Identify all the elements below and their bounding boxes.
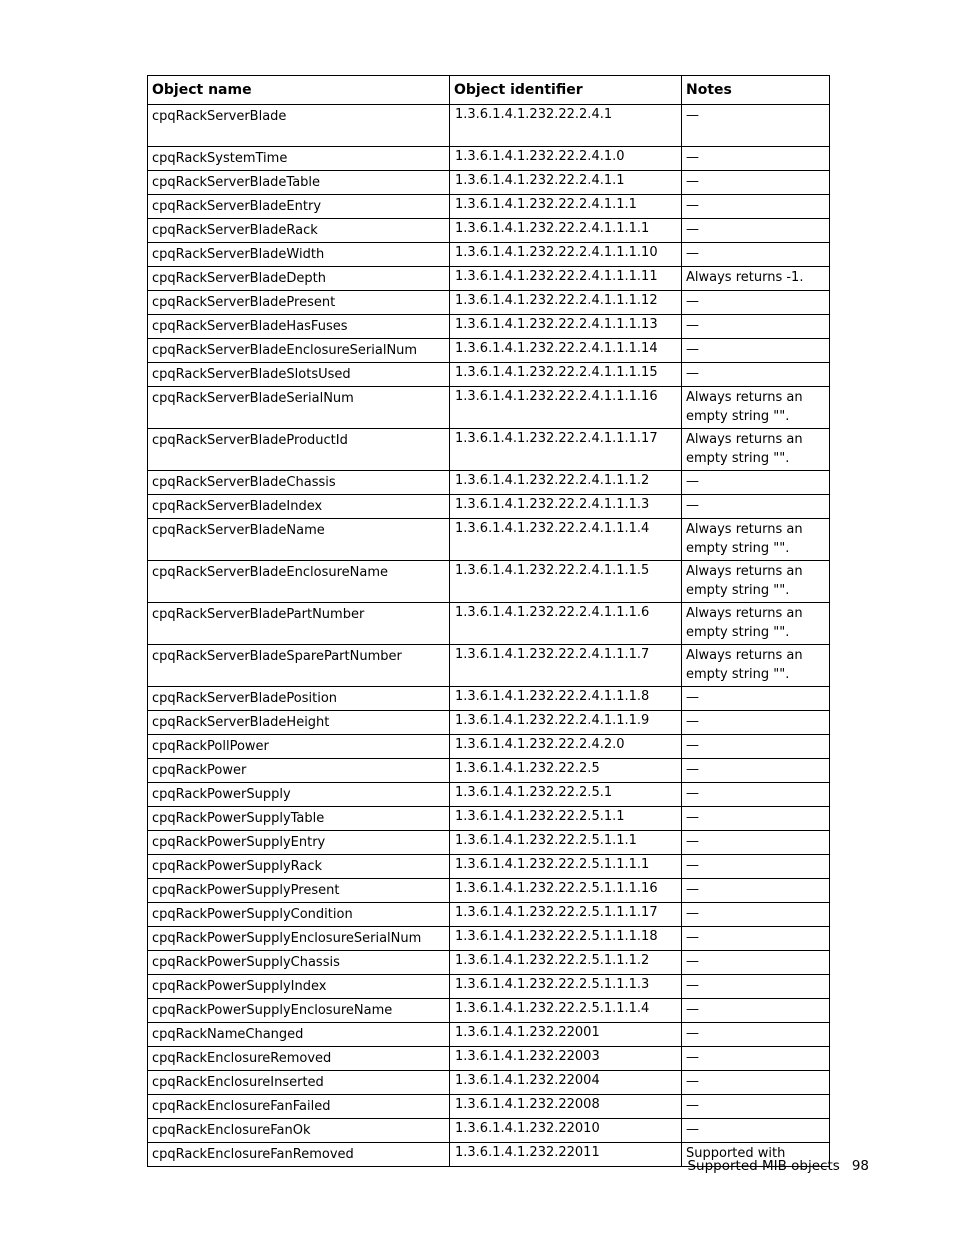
table-row: [148, 645, 830, 687]
notes-cell: —: [682, 783, 830, 807]
table-row: [148, 711, 830, 735]
table-row: [148, 363, 830, 387]
object-identifier-cell: 1.3.6.1.4.1.232.22.2.5.1.1: [450, 807, 682, 831]
table-row: [148, 267, 830, 291]
notes-cell: —: [682, 291, 830, 315]
object-name-cell: cpqRackEnclosureInserted: [148, 1071, 450, 1095]
object-identifier-cell: 1.3.6.1.4.1.232.22.2.5.1: [450, 783, 682, 807]
object-name-cell: cpqRackServerBladeWidth: [148, 243, 450, 267]
table-row: [148, 759, 830, 783]
notes-cell: —: [682, 363, 830, 387]
table-row: [148, 471, 830, 495]
object-identifier-cell: 1.3.6.1.4.1.232.22.2.4.1.1.1: [450, 195, 682, 219]
table-row: [148, 171, 830, 195]
header-notes: Notes: [682, 76, 830, 105]
table-row: [148, 999, 830, 1023]
notes-cell: Always returns an empty string "".: [682, 561, 830, 603]
notes-cell: —: [682, 807, 830, 831]
object-name-cell: cpqRackPower: [148, 759, 450, 783]
table-row: [148, 783, 830, 807]
object-identifier-cell: 1.3.6.1.4.1.232.22.2.5.1.1.1.3: [450, 975, 682, 999]
table-row: [148, 429, 830, 471]
object-name-cell: cpqRackSystemTime: [148, 147, 450, 171]
notes-cell: Always returns an empty string "".: [682, 603, 830, 645]
page-number: 98: [851, 1158, 869, 1174]
notes-cell: —: [682, 1095, 830, 1119]
notes-cell: —: [682, 951, 830, 975]
object-identifier-cell: 1.3.6.1.4.1.232.22.2.4.1.1.1.4: [450, 519, 682, 561]
object-identifier-cell: 1.3.6.1.4.1.232.22008: [450, 1095, 682, 1119]
object-name-cell: cpqRackEnclosureFanOk: [148, 1119, 450, 1143]
table-row: [148, 315, 830, 339]
table-row: [148, 951, 830, 975]
object-name-cell: cpqRackServerBladeName: [148, 519, 450, 561]
table-row: [148, 387, 830, 429]
object-identifier-cell: 1.3.6.1.4.1.232.22.2.4.1.1.1.14: [450, 339, 682, 363]
table-row: [148, 1119, 830, 1143]
mib-objects-table: [147, 75, 830, 1167]
table-row: [148, 243, 830, 267]
table-row: [148, 1071, 830, 1095]
table-row: [148, 561, 830, 603]
notes-cell: —: [682, 147, 830, 171]
object-name-cell: cpqRackServerBladePresent: [148, 291, 450, 315]
notes-cell: —: [682, 759, 830, 783]
table-row: [148, 1095, 830, 1119]
object-name-cell: cpqRackServerBladeSlotsUsed: [148, 363, 450, 387]
table-row: [148, 519, 830, 561]
notes-cell: —: [682, 711, 830, 735]
object-name-cell: cpqRackServerBladeEntry: [148, 195, 450, 219]
object-identifier-cell: 1.3.6.1.4.1.232.22.2.4.1.1.1.7: [450, 645, 682, 687]
object-identifier-cell: 1.3.6.1.4.1.232.22.2.5.1.1.1: [450, 831, 682, 855]
table-row: [148, 903, 830, 927]
object-identifier-cell: 1.3.6.1.4.1.232.22010: [450, 1119, 682, 1143]
object-name-cell: cpqRackEnclosureRemoved: [148, 1047, 450, 1071]
object-name-cell: cpqRackEnclosureFanFailed: [148, 1095, 450, 1119]
object-identifier-cell: 1.3.6.1.4.1.232.22.2.5.1.1.1.4: [450, 999, 682, 1023]
table-row: [148, 735, 830, 759]
object-identifier-cell: 1.3.6.1.4.1.232.22.2.4.1.1.1.10: [450, 243, 682, 267]
object-name-cell: cpqRackEnclosureFanRemoved: [148, 1143, 450, 1167]
notes-cell: Always returns an empty string "".: [682, 519, 830, 561]
notes-cell: —: [682, 1023, 830, 1047]
table-row: [148, 339, 830, 363]
notes-cell: —: [682, 903, 830, 927]
notes-cell: —: [682, 1119, 830, 1143]
object-identifier-cell: 1.3.6.1.4.1.232.22.2.5.1.1.1.2: [450, 951, 682, 975]
object-name-cell: cpqRackPowerSupplyCondition: [148, 903, 450, 927]
notes-cell: —: [682, 339, 830, 363]
object-identifier-cell: 1.3.6.1.4.1.232.22.2.4.1.1.1.8: [450, 687, 682, 711]
table-row: [148, 1023, 830, 1047]
object-name-cell: cpqRackServerBladePosition: [148, 687, 450, 711]
object-name-cell: cpqRackServerBlade: [148, 105, 450, 147]
object-name-cell: cpqRackServerBladeEnclosureName: [148, 561, 450, 603]
footer-section-title: Supported MIB objects: [687, 1158, 840, 1174]
object-name-cell: cpqRackServerBladeRack: [148, 219, 450, 243]
object-name-cell: cpqRackPollPower: [148, 735, 450, 759]
table-row: [148, 855, 830, 879]
table-row: [148, 927, 830, 951]
object-name-cell: cpqRackServerBladeSparePartNumber: [148, 645, 450, 687]
object-identifier-cell: 1.3.6.1.4.1.232.22.2.4.1.1.1.2: [450, 471, 682, 495]
header-object-identifier: Object identifier: [450, 76, 682, 105]
object-identifier-cell: 1.3.6.1.4.1.232.22.2.4.1.1.1.1: [450, 219, 682, 243]
notes-cell: —: [682, 927, 830, 951]
notes-cell: —: [682, 195, 830, 219]
object-identifier-cell: 1.3.6.1.4.1.232.22.2.5.1.1.1.16: [450, 879, 682, 903]
object-name-cell: cpqRackPowerSupplyEnclosureSerialNum: [148, 927, 450, 951]
table-row: [148, 1047, 830, 1071]
table-row: [148, 687, 830, 711]
object-identifier-cell: 1.3.6.1.4.1.232.22003: [450, 1047, 682, 1071]
object-name-cell: cpqRackServerBladePartNumber: [148, 603, 450, 645]
table-row: [148, 147, 830, 171]
object-identifier-cell: 1.3.6.1.4.1.232.22011: [450, 1143, 682, 1167]
notes-cell: —: [682, 831, 830, 855]
table-row: [148, 495, 830, 519]
object-identifier-cell: 1.3.6.1.4.1.232.22.2.5.1.1.1.1: [450, 855, 682, 879]
object-name-cell: cpqRackPowerSupplyPresent: [148, 879, 450, 903]
object-name-cell: cpqRackServerBladeProductId: [148, 429, 450, 471]
table-row: [148, 831, 830, 855]
notes-cell: —: [682, 171, 830, 195]
notes-cell: —: [682, 495, 830, 519]
object-identifier-cell: 1.3.6.1.4.1.232.22.2.5.1.1.1.17: [450, 903, 682, 927]
notes-cell: —: [682, 243, 830, 267]
object-identifier-cell: 1.3.6.1.4.1.232.22.2.4.1.1.1.17: [450, 429, 682, 471]
object-identifier-cell: 1.3.6.1.4.1.232.22.2.4.1.1.1.16: [450, 387, 682, 429]
notes-cell: —: [682, 105, 830, 147]
table-row: [148, 807, 830, 831]
object-identifier-cell: 1.3.6.1.4.1.232.22.2.4.1.1.1.15: [450, 363, 682, 387]
notes-cell: —: [682, 999, 830, 1023]
object-identifier-cell: 1.3.6.1.4.1.232.22.2.4.1.1.1.12: [450, 291, 682, 315]
header-object-name: Object name: [148, 76, 450, 105]
notes-cell: —: [682, 879, 830, 903]
object-identifier-cell: 1.3.6.1.4.1.232.22.2.4.1.1: [450, 171, 682, 195]
object-identifier-cell: 1.3.6.1.4.1.232.22.2.4.1: [450, 105, 682, 147]
notes-cell: —: [682, 1071, 830, 1095]
object-name-cell: cpqRackPowerSupply: [148, 783, 450, 807]
notes-cell: —: [682, 975, 830, 999]
object-name-cell: cpqRackServerBladeHasFuses: [148, 315, 450, 339]
object-name-cell: cpqRackPowerSupplyEntry: [148, 831, 450, 855]
notes-cell: Always returns an empty string "".: [682, 645, 830, 687]
object-name-cell: cpqRackServerBladeChassis: [148, 471, 450, 495]
object-name-cell: cpqRackPowerSupplyTable: [148, 807, 450, 831]
object-identifier-cell: 1.3.6.1.4.1.232.22.2.5: [450, 759, 682, 783]
object-identifier-cell: 1.3.6.1.4.1.232.22.2.4.1.1.1.11: [450, 267, 682, 291]
object-identifier-cell: 1.3.6.1.4.1.232.22.2.4.1.1.1.3: [450, 495, 682, 519]
table-row: [148, 603, 830, 645]
object-identifier-cell: 1.3.6.1.4.1.232.22.2.4.2.0: [450, 735, 682, 759]
table-body: [148, 105, 830, 1167]
object-identifier-cell: 1.3.6.1.4.1.232.22.2.5.1.1.1.18: [450, 927, 682, 951]
object-identifier-cell: 1.3.6.1.4.1.232.22.2.4.1.1.1.13: [450, 315, 682, 339]
notes-cell: —: [682, 315, 830, 339]
notes-cell: —: [682, 219, 830, 243]
table-row: [148, 105, 830, 147]
object-name-cell: cpqRackServerBladeDepth: [148, 267, 450, 291]
object-name-cell: cpqRackPowerSupplyEnclosureName: [148, 999, 450, 1023]
object-name-cell: cpqRackPowerSupplyIndex: [148, 975, 450, 999]
notes-cell: —: [682, 855, 830, 879]
notes-cell: —: [682, 687, 830, 711]
object-name-cell: cpqRackServerBladeSerialNum: [148, 387, 450, 429]
object-name-cell: cpqRackServerBladeIndex: [148, 495, 450, 519]
object-name-cell: cpqRackServerBladeEnclosureSerialNum: [148, 339, 450, 363]
notes-cell: Supported with: [682, 1143, 830, 1167]
page-footer: [687, 1158, 869, 1174]
table-row: [148, 195, 830, 219]
notes-cell: —: [682, 735, 830, 759]
notes-cell: Always returns an empty string "".: [682, 387, 830, 429]
object-name-cell: cpqRackPowerSupplyRack: [148, 855, 450, 879]
notes-cell: —: [682, 471, 830, 495]
object-name-cell: cpqRackNameChanged: [148, 1023, 450, 1047]
object-identifier-cell: 1.3.6.1.4.1.232.22.2.4.1.0: [450, 147, 682, 171]
table-row: [148, 291, 830, 315]
table-row: [148, 879, 830, 903]
object-identifier-cell: 1.3.6.1.4.1.232.22.2.4.1.1.1.5: [450, 561, 682, 603]
object-name-cell: cpqRackServerBladeHeight: [148, 711, 450, 735]
table-header-row: [148, 76, 830, 105]
notes-cell: Always returns -1.: [682, 267, 830, 291]
object-name-cell: cpqRackPowerSupplyChassis: [148, 951, 450, 975]
object-identifier-cell: 1.3.6.1.4.1.232.22.2.4.1.1.1.6: [450, 603, 682, 645]
object-identifier-cell: 1.3.6.1.4.1.232.22001: [450, 1023, 682, 1047]
notes-cell: —: [682, 1047, 830, 1071]
object-identifier-cell: 1.3.6.1.4.1.232.22.2.4.1.1.1.9: [450, 711, 682, 735]
notes-cell: Always returns an empty string "".: [682, 429, 830, 471]
object-name-cell: cpqRackServerBladeTable: [148, 171, 450, 195]
object-identifier-cell: 1.3.6.1.4.1.232.22004: [450, 1071, 682, 1095]
table-row: [148, 975, 830, 999]
table-row: [148, 219, 830, 243]
